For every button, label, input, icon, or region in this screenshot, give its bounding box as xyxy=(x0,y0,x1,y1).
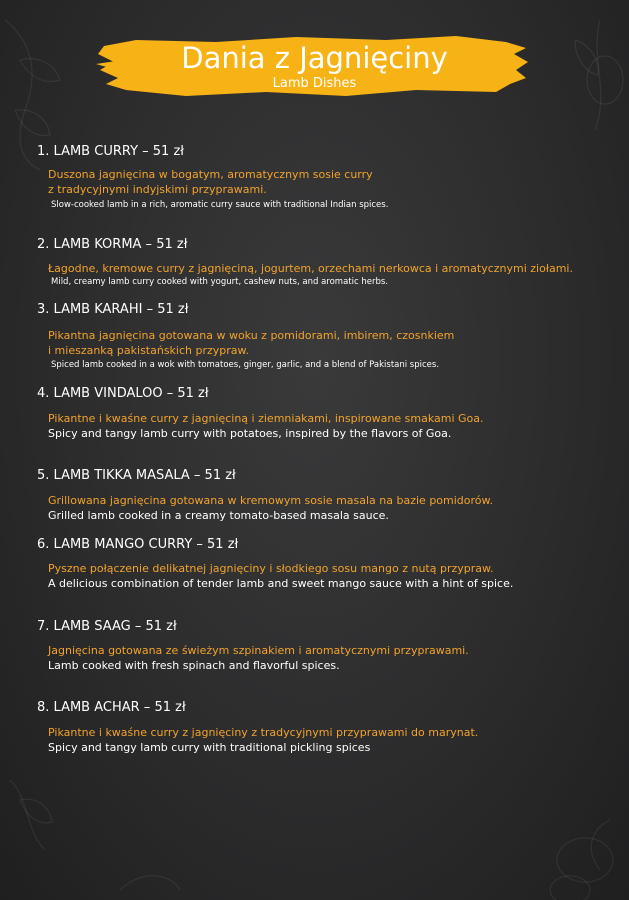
dish-description-en: Grilled lamb cooked in a creamy tomato-based masala sauce. xyxy=(48,509,389,522)
dish-description-pl: Jagnięcina gotowana ze świeżym szpinakiem i aromatycznymi przyprawami. xyxy=(48,644,469,657)
dish-description-pl: Pikantne i kwaśne curry z jagnięciną i ziemniakami, inspirowane smakami Goa. xyxy=(48,412,484,425)
dish-name: 3. LAMB KARAHI – 51 zł xyxy=(37,302,189,317)
dish-description-pl: i mieszanką pakistańskich przypraw. xyxy=(48,344,250,357)
dish-name: 8. LAMB ACHAR – 51 zł xyxy=(37,700,186,715)
dish-description-pl: Łagodne, kremowe curry z jagnięciną, jogurtem, orzechami nerkowca i aromatycznymi ziołami. xyxy=(48,262,573,275)
dish-description-pl: Duszona jagnięcina w bogatym, aromatycznym sosie curry xyxy=(48,168,373,181)
dish-name: 6. LAMB MANGO CURRY – 51 zł xyxy=(37,537,239,552)
dish-description-pl: Pikantna jagnięcina gotowana w woku z pomidorami, imbirem, czosnkiem xyxy=(48,329,455,342)
dish-name: 1. LAMB CURRY – 51 zł xyxy=(37,144,184,159)
dish-name: 5. LAMB TIKKA MASALA – 51 zł xyxy=(37,468,236,483)
dish-description-en: Slow-cooked lamb in a rich, aromatic curry sauce with traditional Indian spices. xyxy=(51,200,389,210)
dish-description-en: Spicy and tangy lamb curry with traditional pickling spices xyxy=(48,741,371,754)
dish-name: 2. LAMB KORMA – 51 zł xyxy=(37,237,188,252)
dish-description-en: Lamb cooked with fresh spinach and flavorful spices. xyxy=(48,659,340,672)
dish-description-en: Spicy and tangy lamb curry with potatoes, inspired by the flavors of Goa. xyxy=(48,427,452,440)
dish-name: 4. LAMB VINDALOO – 51 zł xyxy=(37,386,209,401)
page-title: Dania z Jagnięciny xyxy=(181,41,448,75)
dish-description-en: Spiced lamb cooked in a wok with tomatoes, ginger, garlic, and a blend of Pakistani spices. xyxy=(51,360,440,370)
dish-description-en: A delicious combination of tender lamb and sweet mango sauce with a hint of spice. xyxy=(48,577,514,590)
dish-description-pl: z tradycyjnymi indyjskimi przyprawami. xyxy=(48,183,267,196)
dish-name: 7. LAMB SAAG – 51 zł xyxy=(37,619,177,634)
dish-description-pl: Pikantne i kwaśne curry z jagnięciny z tradycyjnymi przyprawami do marynat. xyxy=(48,726,479,739)
dish-description-pl: Grillowana jagnięcina gotowana w kremowym sosie masala na bazie pomidorów. xyxy=(48,494,494,507)
dish-description-en: Mild, creamy lamb curry cooked with yogurt, cashew nuts, and aromatic herbs. xyxy=(51,277,388,287)
page-subtitle: Lamb Dishes xyxy=(272,76,357,91)
dish-description-pl: Pyszne połączenie delikatnej jagnięciny i słodkiego sosu mango z nutą przypraw. xyxy=(48,562,494,575)
